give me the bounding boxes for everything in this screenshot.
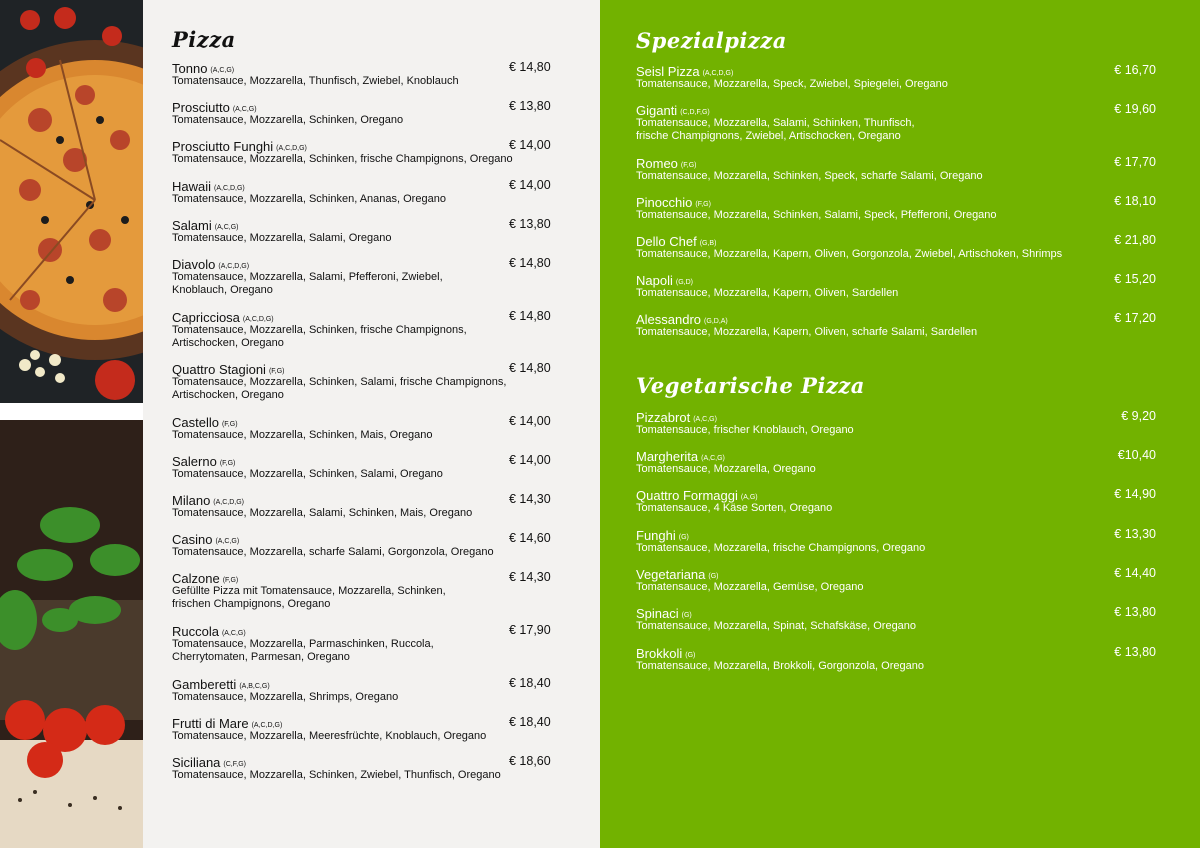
menu-item-header bbox=[172, 623, 552, 638]
menu-item-name: Siciliana bbox=[172, 755, 221, 770]
menu-item-header bbox=[636, 102, 1156, 117]
menu-item bbox=[172, 309, 552, 350]
pizza-photo-art bbox=[0, 0, 143, 403]
menu-item-description: Tomatensauce, Mozzarella, Schinken, Salami, Oregano bbox=[172, 468, 443, 480]
menu-item bbox=[636, 63, 1156, 91]
tomatoes-photo-art bbox=[0, 420, 143, 848]
menu-item-allergens: (A,C,D,G) bbox=[218, 263, 250, 270]
menu-item-price: € 19,60 bbox=[1114, 102, 1156, 116]
menu-item-description: Tomatensauce, Mozzarella, Meeresfrüchte, Knoblauch, Oregano bbox=[172, 730, 487, 742]
menu-item bbox=[172, 414, 552, 442]
menu-item-name: Calzone bbox=[172, 571, 220, 586]
menu-item-description: Tomatensauce, Mozzarella, Salami, Schinken, Mais, Oregano bbox=[172, 507, 473, 519]
menu-item-name: Pizzabrot bbox=[636, 410, 691, 425]
menu-item-header bbox=[172, 217, 552, 232]
menu-item-description: Tomatensauce, Mozzarella, Shrimps, Oregano bbox=[172, 691, 399, 703]
menu-item-description: Tomatensauce, Mozzarella, Schinken, Speck, scharfe Salami, Oregano bbox=[636, 170, 983, 182]
menu-item-allergens: (A,C,G) bbox=[214, 224, 239, 231]
menu-item-allergens: (A,C,G) bbox=[210, 67, 235, 74]
menu-item-description: Tomatensauce, 4 Käse Sorten, Oregano bbox=[636, 502, 833, 514]
menu-item-allergens: (A,C,G) bbox=[701, 455, 725, 462]
menu-item-name: Castello bbox=[172, 415, 219, 430]
menu-item-price: € 14,80 bbox=[509, 256, 551, 270]
menu-item bbox=[172, 531, 552, 559]
menu-item-price: € 14,00 bbox=[509, 138, 551, 152]
menu-item-name: Alessandro bbox=[636, 312, 702, 327]
menu-item-price: € 14,60 bbox=[509, 531, 551, 545]
menu-item-price: € 14,40 bbox=[1114, 566, 1156, 580]
menu-item bbox=[172, 570, 552, 611]
menu-item-header bbox=[172, 715, 552, 730]
menu-item-name: Prosciutto bbox=[172, 100, 230, 115]
pizza-column bbox=[143, 0, 600, 848]
menu-item-price: € 13,80 bbox=[1114, 645, 1156, 659]
menu-item-price: € 18,40 bbox=[509, 715, 551, 729]
menu-item-header bbox=[172, 754, 552, 769]
menu-item-allergens: (A,C,D,G) bbox=[242, 316, 274, 323]
menu-item-name: Quattro Stagioni bbox=[172, 362, 266, 377]
menu-item-description: Tomatensauce, Mozzarella, Gemüse, Oregano bbox=[636, 581, 864, 593]
menu-item bbox=[172, 754, 552, 782]
menu-item-header bbox=[172, 178, 552, 193]
menu-item-allergens: (F,G) bbox=[221, 421, 238, 428]
menu-item-header bbox=[636, 566, 1156, 581]
menu-item-description: Tomatensauce, Mozzarella, Schinken, Zwiebel, Thunfisch, Oregano bbox=[172, 769, 501, 781]
menu-item-price: € 14,00 bbox=[509, 178, 551, 192]
menu-item-header bbox=[636, 194, 1156, 209]
menu-item-header bbox=[172, 492, 552, 507]
menu-item-allergens: (A,G) bbox=[740, 494, 758, 501]
menu-item-name: Casino bbox=[172, 532, 213, 547]
menu-item-allergens: (C,F,G) bbox=[223, 761, 246, 768]
section-title-vegetarisch: Vegetarische Pizza bbox=[636, 373, 865, 398]
menu-item-header bbox=[636, 409, 1156, 424]
menu-item-header bbox=[172, 676, 552, 691]
menu-item-allergens: (G) bbox=[708, 573, 719, 580]
menu-item-name: Hawaii bbox=[172, 179, 212, 194]
menu-item-header bbox=[636, 527, 1156, 542]
menu-item-allergens: (F,G) bbox=[695, 201, 711, 208]
tomatoes-basil-photo bbox=[0, 420, 143, 848]
menu-item bbox=[636, 272, 1156, 300]
menu-item-allergens: (A,C,D,G) bbox=[702, 70, 734, 77]
menu-item bbox=[172, 99, 552, 127]
menu-item-allergens: (A,B,C,G) bbox=[239, 683, 270, 690]
menu-item-name: Seisl Pizza bbox=[636, 64, 700, 79]
menu-item-description: Tomatensauce, Mozzarella, Schinken, frische Champignons, Artischocken, Oregano bbox=[172, 324, 467, 349]
menu-item-price: € 14,80 bbox=[509, 60, 551, 74]
menu-item-name: Capricciosa bbox=[172, 310, 240, 325]
photo-strip bbox=[0, 0, 143, 848]
menu-item-allergens: (F,G) bbox=[268, 368, 285, 375]
menu-item-price: € 14,30 bbox=[509, 492, 551, 506]
section-title-pizza: Pizza bbox=[172, 27, 236, 52]
menu-item-allergens: (G,D,A) bbox=[704, 318, 728, 325]
menu-item-header bbox=[172, 60, 552, 75]
menu-item-description: Tomatensauce, Mozzarella, Spinat, Schafskäse, Oregano bbox=[636, 620, 917, 632]
menu-item-allergens: (A,C,D,G) bbox=[213, 499, 245, 506]
menu-item-name: Milano bbox=[172, 493, 211, 508]
menu-item-price: € 17,20 bbox=[1114, 311, 1156, 325]
menu-item-price: € 14,30 bbox=[509, 570, 551, 584]
menu-item-description: Tomatensauce, Mozzarella, Brokkoli, Gorgonzola, Oregano bbox=[636, 660, 924, 672]
menu-item-allergens: (G) bbox=[685, 652, 696, 659]
menu-item-description: Tomatensauce, Mozzarella, Schinken, Mais, Oregano bbox=[172, 429, 433, 441]
menu-item-header bbox=[172, 99, 552, 114]
menu-item-price: € 13,80 bbox=[1114, 605, 1156, 619]
menu-item-description: Tomatensauce, Mozzarella, Kapern, Oliven, scharfe Salami, Sardellen bbox=[636, 326, 978, 338]
menu-item-header bbox=[636, 605, 1156, 620]
menu-item-description: Tomatensauce, Mozzarella, Schinken, frische Champignons, Oregano bbox=[172, 153, 513, 165]
menu-item-name: Brokkoli bbox=[636, 646, 683, 661]
menu-item-allergens: (G) bbox=[681, 612, 692, 619]
menu-item-name: Prosciutto Funghi bbox=[172, 139, 274, 154]
menu-item-header bbox=[636, 272, 1156, 287]
menu-item-price: €10,40 bbox=[1117, 448, 1156, 462]
menu-item-allergens: (A,C,G) bbox=[232, 106, 257, 113]
menu-item-name: Frutti di Mare bbox=[172, 716, 249, 731]
menu-item-header bbox=[636, 487, 1156, 502]
menu-item-name: Pinocchio bbox=[636, 195, 693, 210]
menu-item-name: Funghi bbox=[636, 528, 676, 543]
menu-item-name: Salami bbox=[172, 218, 212, 233]
menu-item-header bbox=[172, 309, 552, 324]
menu-item-allergens: (A,C,G) bbox=[221, 630, 246, 637]
menu-item-description: Tomatensauce, Mozzarella, Salami, Pfefferoni, Zwiebel, Knoblauch, Oregano bbox=[172, 271, 443, 296]
menu-item-price: € 14,00 bbox=[509, 453, 551, 467]
pizza-photo bbox=[0, 0, 143, 403]
menu-item-name: Gamberetti bbox=[172, 677, 237, 692]
menu-item-description: Tomatensauce, Mozzarella, Parmaschinken, Ruccola, Cherrytomaten, Parmesan, Oregano bbox=[172, 638, 434, 663]
menu-item-description: Tomatensauce, Mozzarella, Speck, Zwiebel, Spiegelei, Oregano bbox=[636, 78, 948, 90]
menu-item-name: Dello Chef bbox=[636, 234, 697, 249]
menu-item-price: € 9,20 bbox=[1121, 409, 1156, 423]
menu-item-allergens: (A,C,D,G) bbox=[251, 722, 283, 729]
menu-item-header bbox=[172, 414, 552, 429]
menu-item-header bbox=[172, 361, 552, 376]
menu-item-description: Tomatensauce, Mozzarella, Oregano bbox=[636, 463, 816, 475]
menu-item-header bbox=[636, 233, 1156, 248]
menu-item bbox=[636, 566, 1156, 594]
menu-item-price: € 13,30 bbox=[1114, 527, 1156, 541]
menu-item-name: Spinaci bbox=[636, 606, 679, 621]
menu-item bbox=[636, 155, 1156, 183]
menu-item-name: Romeo bbox=[636, 156, 678, 171]
menu-item bbox=[636, 448, 1156, 476]
menu-item-header bbox=[636, 645, 1156, 660]
menu-item bbox=[172, 623, 552, 664]
menu-item-description: Tomatensauce, Mozzarella, Salami, Oregano bbox=[172, 232, 392, 244]
menu-item bbox=[172, 217, 552, 245]
menu-item-price: € 14,80 bbox=[509, 361, 551, 375]
menu-item-price: € 18,40 bbox=[509, 676, 551, 690]
menu-item-allergens: (G) bbox=[678, 534, 689, 541]
menu-item-header bbox=[636, 155, 1156, 170]
menu-item-header bbox=[172, 531, 552, 546]
menu-item bbox=[636, 645, 1156, 673]
menu-item-price: € 21,80 bbox=[1114, 233, 1156, 247]
menu-item-price: € 14,90 bbox=[1114, 487, 1156, 501]
menu-item-price: € 17,70 bbox=[1114, 155, 1156, 169]
menu-item-allergens: (G,D) bbox=[675, 279, 693, 286]
menu-item bbox=[636, 194, 1156, 222]
menu-item-allergens: (F,G) bbox=[680, 162, 697, 169]
menu-item-description: Tomatensauce, Mozzarella, Kapern, Oliven, Sardellen bbox=[636, 287, 899, 299]
menu-item-price: € 14,80 bbox=[509, 309, 551, 323]
menu-item bbox=[172, 715, 552, 743]
menu-item-price: € 16,70 bbox=[1114, 63, 1156, 77]
menu-item-name: Giganti bbox=[636, 103, 678, 118]
menu-item bbox=[172, 60, 552, 88]
menu-item bbox=[636, 233, 1156, 261]
menu-item-allergens: (A,C,G) bbox=[215, 538, 240, 545]
menu-item-price: € 18,60 bbox=[509, 754, 551, 768]
menu-item bbox=[636, 605, 1156, 633]
menu-item-name: Diavolo bbox=[172, 257, 216, 272]
menu-item bbox=[636, 311, 1156, 339]
menu-item bbox=[636, 527, 1156, 555]
menu-item-allergens: (F,G) bbox=[222, 577, 239, 584]
menu-item-name: Salerno bbox=[172, 454, 217, 469]
menu-item-name: Margherita bbox=[636, 449, 699, 464]
menu-item-price: € 13,80 bbox=[509, 217, 551, 231]
section-title-spezialpizza: Spezialpizza bbox=[636, 28, 787, 53]
menu-item-header bbox=[172, 138, 552, 153]
menu-item-description: Tomatensauce, Mozzarella, Schinken, Salami, frische Champignons, Artischocken, Oregano bbox=[172, 376, 507, 401]
menu-item-allergens: (C,D,F,G) bbox=[680, 109, 710, 116]
menu-item bbox=[172, 361, 552, 402]
menu-item bbox=[172, 256, 552, 297]
menu-item-header bbox=[636, 63, 1156, 78]
menu-item-name: Napoli bbox=[636, 273, 673, 288]
special-column bbox=[600, 0, 1200, 848]
menu-item bbox=[636, 409, 1156, 437]
menu-item-description: Tomatensauce, Mozzarella, scharfe Salami, Gorgonzola, Oregano bbox=[172, 546, 494, 558]
menu-item-name: Vegetariana bbox=[636, 567, 706, 582]
menu-item-header bbox=[636, 311, 1156, 326]
menu-item bbox=[172, 178, 552, 206]
menu-item-description: Tomatensauce, Mozzarella, Schinken, Salami, Speck, Pfefferoni, Oregano bbox=[636, 209, 997, 221]
menu-item-description: Gefüllte Pizza mit Tomatensauce, Mozzarella, Schinken, frischen Champignons, Oregano bbox=[172, 585, 446, 610]
menu-item-header bbox=[172, 256, 552, 271]
menu-item-price: € 15,20 bbox=[1114, 272, 1156, 286]
menu-item-description: Tomatensauce, Mozzarella, frische Champignons, Oregano bbox=[636, 542, 926, 554]
menu-item-allergens: (A,C,D,G) bbox=[276, 145, 307, 152]
menu-item-description: Tomatensauce, frischer Knoblauch, Oregano bbox=[636, 424, 854, 436]
menu-item-name: Tonno bbox=[172, 61, 208, 76]
menu-item bbox=[172, 492, 552, 520]
menu-item-price: € 18,10 bbox=[1114, 194, 1156, 208]
menu-item-name: Ruccola bbox=[172, 624, 219, 639]
menu-item bbox=[636, 102, 1156, 143]
menu-item-allergens: (F,G) bbox=[219, 460, 236, 467]
menu-item-price: € 14,00 bbox=[509, 414, 551, 428]
menu-item-price: € 17,90 bbox=[509, 623, 551, 637]
menu-item bbox=[172, 676, 552, 704]
menu-item-allergens: (A,C,G) bbox=[693, 416, 717, 423]
menu-item-description: Tomatensauce, Mozzarella, Schinken, Oregano bbox=[172, 114, 404, 126]
menu-item-description: Tomatensauce, Mozzarella, Kapern, Oliven, Gorgonzola, Zwiebel, Artischoken, Shrimps bbox=[636, 248, 1063, 260]
menu-item-description: Tomatensauce, Mozzarella, Schinken, Ananas, Oregano bbox=[172, 193, 446, 205]
menu-item-header bbox=[172, 570, 552, 585]
menu-item-description: Tomatensauce, Mozzarella, Thunfisch, Zwiebel, Knoblauch bbox=[172, 75, 459, 87]
menu-item-header bbox=[172, 453, 552, 468]
menu-item bbox=[172, 138, 552, 166]
menu-item-price: € 13,80 bbox=[509, 99, 551, 113]
menu-item-header bbox=[636, 448, 1156, 463]
menu-item-name: Quattro Formaggi bbox=[636, 488, 738, 503]
menu-item-allergens: (G,B) bbox=[699, 240, 717, 247]
menu-item bbox=[172, 453, 552, 481]
menu-item-allergens: (A,C,D,G) bbox=[214, 185, 245, 192]
menu-item bbox=[636, 487, 1156, 515]
menu-item-description: Tomatensauce, Mozzarella, Salami, Schinken, Thunfisch, frische Champignons, Zwiebel, Artischocken, Oregano bbox=[636, 117, 915, 142]
